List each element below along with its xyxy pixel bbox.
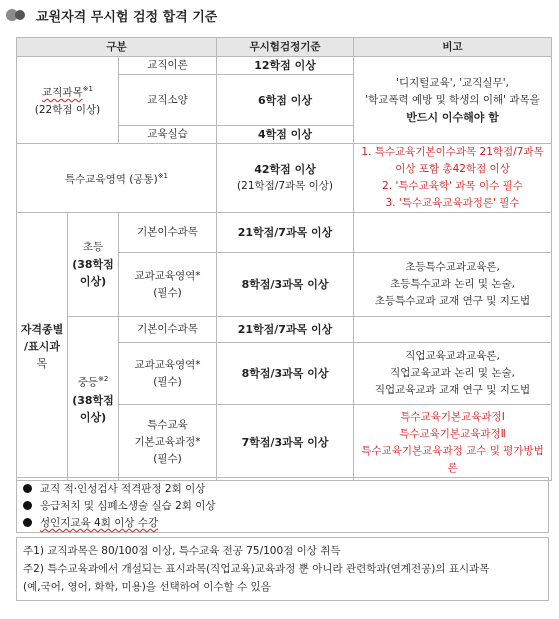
note-mark: ※1 xyxy=(157,171,169,180)
remark-line: 2. '특수교육학' 과목 이수 필수 xyxy=(382,180,523,192)
secondary-special-sub: (필수) xyxy=(153,453,182,465)
remark-line: 1. 특수교육기본이수과목 21학점/7과목 xyxy=(361,146,544,158)
secondary-subject-req: 8학점/3과목 이상 xyxy=(217,343,354,405)
note-mark: ※1 xyxy=(82,85,93,94)
special-area-req-sub: (21학점/7과목 이상) xyxy=(237,180,334,192)
footnote-2: 주2) 특수교육과에서 개설되는 표시과목(직업교육)교육과정 뿐 아니라 관련학과(연계전공)의 표시과목 xyxy=(23,563,490,575)
elementary-basic-name: 기본이수과목 xyxy=(119,213,217,253)
elementary-credits: (38학점 xyxy=(72,258,114,271)
remark-line: 초등특수교과 논리 및 논술, xyxy=(390,278,515,290)
table-row xyxy=(17,213,552,253)
secondary-basic-req: 21학점/7과목 이상 xyxy=(217,317,354,343)
teaching-row-name: 교육실습 xyxy=(119,126,217,144)
table-row xyxy=(17,57,552,75)
footnote-1: 주1) 교직과목은 80/100점 이상, 특수교육 전공 75/100점 이상 취득 xyxy=(23,545,341,557)
teaching-row-req: 6학점 이상 xyxy=(217,75,354,126)
secondary-special-name: 기본교육과정* xyxy=(134,436,201,448)
section-title xyxy=(6,6,217,24)
elementary-subject-remarks xyxy=(354,253,552,317)
secondary-label: 중등 xyxy=(77,376,98,389)
secondary-subject-remarks xyxy=(354,343,552,405)
teaching-row-req: 4학점 이상 xyxy=(217,126,354,144)
note-mark: ※2 xyxy=(97,375,109,384)
remark-line: 론 xyxy=(447,461,458,474)
elementary-subject-req: 8학점/3과목 이상 xyxy=(217,253,354,317)
remark-line: 이상 포함 총42학점 이상 xyxy=(395,163,510,175)
secondary-subject-name: 교과교육영역* xyxy=(134,358,201,371)
teaching-group-label: 교직과목 xyxy=(42,86,83,99)
secondary-special-cell xyxy=(119,405,217,481)
table-row xyxy=(17,144,552,213)
remark-line: 특수교육기본교육과정Ⅱ xyxy=(399,427,506,440)
table-row xyxy=(17,317,552,343)
requirements-list xyxy=(16,477,549,533)
remark-line: '디지털교육', '교직실무', xyxy=(396,76,509,89)
empty-remark xyxy=(354,213,552,253)
header-row xyxy=(17,38,552,57)
page-title: 교원자격 무시험 검정 합격 기준 xyxy=(36,9,218,25)
remark-line: 직업교육교과 논리 및 논술, xyxy=(390,367,515,379)
remark-line: 특수교육기본교육과정Ⅰ xyxy=(400,410,505,423)
secondary-credits: (38학점 xyxy=(72,393,114,407)
elementary-subject-sub: (필수) xyxy=(153,286,182,299)
bullet-icon xyxy=(23,518,32,527)
header-category: 구분 xyxy=(17,38,217,57)
elementary-subject-name: 교과교육영역* xyxy=(134,269,201,282)
teaching-group-cell xyxy=(17,57,119,144)
remark-line: 반드시 이수해야 함 xyxy=(406,110,499,124)
teaching-row-name: 교직소양 xyxy=(119,75,217,126)
secondary-basic-name: 기본이수과목 xyxy=(119,317,217,343)
list-item: 성인지교육 4회 이상 수강 xyxy=(23,514,542,531)
teaching-row-req: 12학점 이상 xyxy=(217,57,354,75)
teaching-row-name: 교직이론 xyxy=(119,57,217,75)
special-area-req: 42학점 이상 xyxy=(254,163,316,176)
footnotes xyxy=(16,537,549,601)
elementary-subject-cell xyxy=(119,253,217,317)
header-remarks: 비고 xyxy=(354,38,552,57)
elementary-label: 초등 xyxy=(82,241,104,253)
double-circle-icon xyxy=(6,8,30,22)
secondary-cell xyxy=(68,317,119,481)
secondary-subject-sub: (필수) xyxy=(153,375,182,388)
bullet-icon xyxy=(23,484,32,493)
elementary-credits: 이상) xyxy=(79,275,107,288)
remark-line: '학교폭력 예방 및 학생의 이해' 과목을 xyxy=(365,93,540,106)
remark-line: 직업교육교과교육론, xyxy=(405,350,500,362)
criteria-table xyxy=(16,37,552,481)
remark-line: 직업교육교과 교재 연구 및 지도법 xyxy=(374,384,531,396)
license-group-line: 자격종별 xyxy=(20,323,64,336)
special-area-label-cell xyxy=(17,144,217,213)
secondary-special-remarks xyxy=(354,405,552,481)
elementary-basic-req: 21학점/7과목 이상 xyxy=(217,213,354,253)
teaching-group-sub: (22학점 이상) xyxy=(34,103,101,116)
teaching-remark-cell xyxy=(354,57,552,144)
bullet-icon xyxy=(23,501,32,510)
header-criteria: 무시험검정기준 xyxy=(217,38,354,57)
remark-line: 3. '특수교육교육과정론' 필수 xyxy=(385,197,520,209)
secondary-special-req: 7학점/3과목 이상 xyxy=(217,405,354,481)
secondary-subject-cell xyxy=(119,343,217,405)
footnote-2-cont: (예,국어, 영어, 화학, 미용)을 선택하여 이수할 수 있음 xyxy=(23,581,271,593)
list-item: 응급처치 및 심폐소생술 실습 2회 이상 xyxy=(23,497,542,514)
secondary-special-name: 특수교육 xyxy=(147,419,188,431)
license-group-line: /표시과 xyxy=(24,340,60,353)
remark-line: 초등특수교과 교재 연구 및 지도법 xyxy=(374,295,531,307)
license-group-cell xyxy=(17,213,68,481)
secondary-credits: 이상) xyxy=(79,410,107,424)
license-group-line: 목 xyxy=(36,357,48,370)
special-area-remarks xyxy=(354,144,552,213)
remark-line: 초등특수교과교육론, xyxy=(405,261,500,273)
special-area-req-cell xyxy=(217,144,354,213)
elementary-cell xyxy=(68,213,119,317)
special-area-label: 특수교육영역 (공통) xyxy=(65,173,158,186)
list-item: 교직 적·인성검사 적격판정 2회 이상 xyxy=(23,480,542,497)
remark-line: 특수교육기본교육과정 교수 및 평가방법 xyxy=(361,444,544,457)
empty-remark xyxy=(354,317,552,343)
